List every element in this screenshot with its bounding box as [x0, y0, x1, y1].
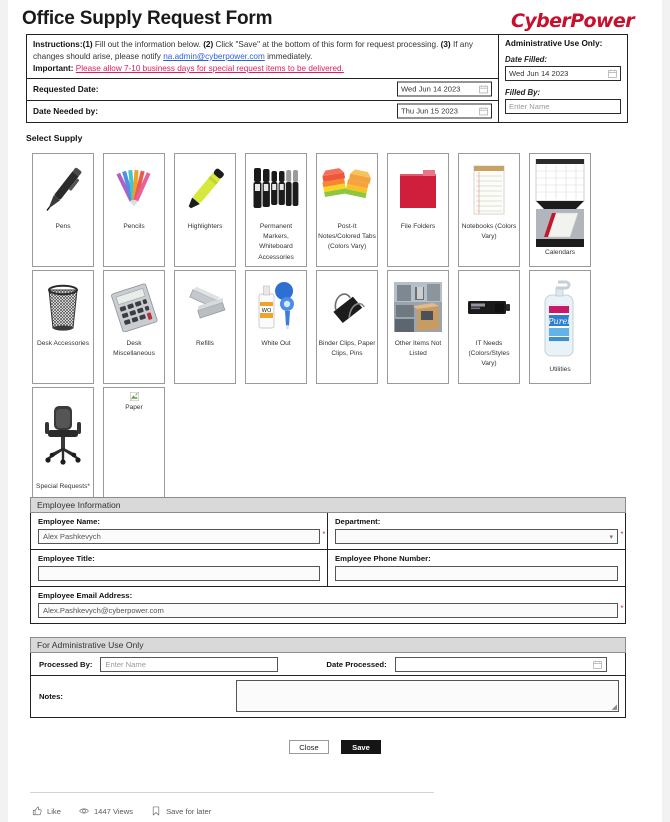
supply-item-label: White Out: [261, 340, 291, 347]
supply-item-label: Calendars: [544, 249, 576, 256]
date-needed-value: Thu Jun 15 2023: [401, 106, 458, 116]
employee-title-input[interactable]: [38, 566, 320, 581]
views-label: 1447 Views: [93, 806, 134, 816]
date-needed-label: Date Needed by:: [33, 106, 99, 117]
date-processed-input[interactable]: [395, 657, 607, 672]
supply-item-label: Permanent Markers, Whiteboard Accessories: [258, 223, 294, 261]
instructions-step3-number: (3): [440, 40, 451, 49]
employee-name-value: Alex Pashkevych: [43, 532, 101, 541]
employee-email-input[interactable]: [38, 603, 618, 618]
requested-date-row: [27, 79, 498, 101]
save-for-later-action[interactable]: [151, 806, 211, 816]
mesh-bin-icon: [37, 277, 89, 337]
like-label: Like: [47, 806, 61, 816]
filled-by-label: Filled By:: [505, 88, 541, 97]
administrative-section-title: For Administrative Use Only: [30, 637, 626, 653]
file-folder-icon: [392, 160, 444, 220]
supply-item-label: Other Items Not Listed: [394, 340, 442, 358]
save-button[interactable]: Save: [341, 740, 381, 754]
calendar-icon: [608, 69, 617, 78]
usb-drive-icon: [463, 277, 515, 337]
office-chair-icon: [37, 394, 89, 480]
footer-bar: [32, 806, 211, 816]
resize-handle-icon[interactable]: ◢: [611, 704, 617, 711]
instructions-box: [26, 34, 628, 123]
processed-by-input[interactable]: [100, 657, 278, 672]
filled-by-placeholder: Enter Name: [509, 102, 550, 111]
sticky-notes-icon: [321, 160, 373, 220]
processed-by-placeholder: Enter Name: [105, 659, 146, 669]
like-action[interactable]: [32, 806, 61, 816]
supply-item-pencils[interactable]: [103, 153, 165, 267]
instructions-left-column: [27, 35, 499, 122]
instructions-label: Instructions:: [33, 40, 83, 49]
employee-name-label: Employee Name:: [38, 517, 100, 526]
department-select[interactable]: [335, 529, 618, 544]
administrative-use-title: Administrative Use Only:: [505, 39, 603, 48]
instructions-step3-tail: immediately.: [264, 51, 313, 61]
calendar-icon: [534, 160, 586, 246]
required-asterisk: *: [620, 530, 624, 539]
chevron-down-icon: ▾: [609, 533, 613, 541]
form-page: [8, 0, 662, 822]
employee-email-label: Employee Email Address:: [38, 591, 133, 600]
pencils-icon: [108, 160, 160, 220]
close-button[interactable]: Close: [289, 740, 329, 754]
calendar-icon: [593, 660, 602, 669]
instructions-step2-number: (2): [203, 40, 214, 49]
employee-row-3: [31, 587, 625, 623]
form-actions: [8, 740, 662, 754]
notes-label: Notes:: [39, 692, 63, 701]
supply-item-paper[interactable]: [103, 387, 165, 501]
notes-textarea[interactable]: [236, 680, 619, 712]
calendar-icon: [479, 85, 488, 94]
supply-item-binder-clips[interactable]: [316, 270, 378, 384]
date-needed-row: [27, 101, 498, 122]
calendar-icon: [479, 107, 488, 116]
supply-item-label: Pencils: [123, 223, 145, 230]
supply-item-post-it-notes[interactable]: [316, 153, 378, 267]
supply-item-white-out[interactable]: [245, 270, 307, 384]
svg-text:WO: WO: [261, 308, 272, 314]
employee-title-label: Employee Title:: [38, 554, 95, 563]
supply-grid: [32, 153, 638, 504]
employee-name-field: [31, 513, 328, 549]
supply-item-label: Desk Miscellaneous: [113, 340, 155, 358]
select-supply-title: Select Supply: [26, 133, 83, 143]
eye-icon: [79, 806, 89, 816]
supply-item-file-folders[interactable]: [387, 153, 449, 267]
views-counter: [79, 806, 133, 816]
date-needed-input[interactable]: [397, 104, 492, 119]
date-filled-input[interactable]: [505, 66, 621, 81]
admin-email-link[interactable]: na.admin@cyberpower.com: [163, 51, 265, 61]
administrative-use-only-panel: [499, 35, 627, 122]
employee-information-title: Employee Information: [30, 497, 626, 513]
supply-item-label: Pens: [55, 223, 71, 230]
pen-icon: [37, 160, 89, 220]
storage-room-icon: [392, 277, 444, 337]
processed-row: [31, 653, 625, 676]
supply-item-label: Post-It Notes/Colored Tabs (Colors Vary): [318, 223, 376, 251]
white-out-icon: [250, 277, 302, 337]
markers-icon: [250, 160, 302, 220]
department-label: Department:: [335, 517, 381, 526]
filled-by-input[interactable]: [505, 99, 621, 114]
supply-item-it-needs[interactable]: [458, 270, 520, 384]
supply-item-label: Paper: [125, 404, 143, 411]
supply-item-label: Special Requests*: [36, 483, 90, 490]
instructions-step1-number: (1): [82, 40, 93, 49]
supply-item-permanent-markers[interactable]: [245, 153, 307, 267]
processed-by-label: Processed By:: [39, 659, 93, 669]
supply-item-label: File Folders: [400, 223, 436, 230]
requested-date-input[interactable]: [397, 82, 492, 97]
page-title: Office Supply Request Form: [22, 8, 273, 29]
stapler-refill-icon: [179, 277, 231, 337]
important-text: Please allow 7-10 business days for special request items to be delivered.: [75, 63, 344, 73]
notes-input-wrap: [236, 676, 625, 717]
broken-image-icon: [130, 392, 139, 401]
supply-item-notebooks[interactable]: [458, 153, 520, 267]
department-field: [328, 513, 625, 549]
supply-item-pens[interactable]: [32, 153, 94, 267]
supply-item-refills[interactable]: [174, 270, 236, 384]
employee-email-value: Alex.Pashkevych@cyberpower.com: [43, 606, 164, 615]
save-for-later-label: Save for later: [166, 806, 212, 816]
svg-text:Purel: Purel: [548, 317, 570, 326]
supply-item-special-requests[interactable]: [32, 387, 94, 501]
notes-label-wrap: [31, 676, 236, 717]
calculator-icon: [108, 277, 160, 337]
required-asterisk: *: [322, 530, 326, 539]
footer-divider: [30, 792, 434, 793]
employee-phone-label: Employee Phone Number:: [335, 554, 431, 563]
instructions-step1-text: Fill out the information below.: [92, 40, 204, 49]
supply-item-desk-miscellaneous[interactable]: [103, 270, 165, 384]
employee-row-1: [31, 513, 625, 550]
supply-item-label: Desk Accessories: [36, 340, 90, 347]
supply-item-highlighters[interactable]: [174, 153, 236, 267]
date-processed-label: Date Processed:: [326, 659, 387, 669]
supply-item-label: IT Needs (Colors/Styles Vary): [468, 340, 510, 368]
binder-clip-icon: [321, 277, 373, 337]
supply-item-other-items[interactable]: [387, 270, 449, 384]
employee-information-body: [30, 513, 626, 624]
supply-item-label: Refills: [196, 340, 214, 347]
important-label: Important:: [33, 63, 74, 73]
employee-email-field: [31, 587, 625, 623]
notebook-icon: [463, 160, 515, 220]
employee-title-field: [31, 550, 328, 586]
supply-item-desk-accessories[interactable]: [32, 270, 94, 384]
employee-information-section: [30, 497, 626, 624]
highlighter-icon: [179, 160, 231, 220]
date-filled-label: Date Filled:: [505, 55, 548, 64]
employee-name-input[interactable]: [38, 529, 320, 544]
employee-row-2: [31, 550, 625, 587]
notes-row: [31, 676, 625, 717]
employee-phone-input[interactable]: [335, 566, 618, 581]
requested-date-value: Wed Jun 14 2023: [401, 84, 461, 94]
cyberpower-logo: [511, 10, 634, 32]
supply-item-label: Notebooks (Colors Vary): [461, 223, 517, 241]
instructions-step3-text: If any changes should arise, please notify: [33, 40, 473, 61]
supply-item-utilities[interactable]: [529, 270, 591, 384]
supply-item-calendars[interactable]: [529, 153, 591, 267]
required-asterisk: *: [620, 604, 624, 613]
administrative-body: [30, 653, 626, 718]
instructions-step2-text: Click "Save" at the bottom of this form for request processing.: [213, 40, 441, 49]
instructions-text: [27, 35, 498, 79]
supply-item-label: Utilities: [549, 366, 571, 373]
bookmark-icon: [151, 806, 161, 816]
requested-date-label: Requested Date:: [33, 84, 99, 95]
thumbs-up-icon: [32, 806, 42, 816]
supply-item-label: Highlighters: [187, 223, 223, 230]
administrative-section: [30, 637, 626, 718]
logo-text-power: Power: [570, 10, 634, 32]
employee-phone-field: [328, 550, 625, 586]
date-filled-value: Wed Jun 14 2023: [509, 69, 569, 78]
logo-text-cyber: Cyber: [511, 10, 571, 32]
supply-item-label: Binder Clips, Paper Clips, Pins: [318, 340, 376, 358]
sanitizer-icon: [534, 277, 586, 363]
